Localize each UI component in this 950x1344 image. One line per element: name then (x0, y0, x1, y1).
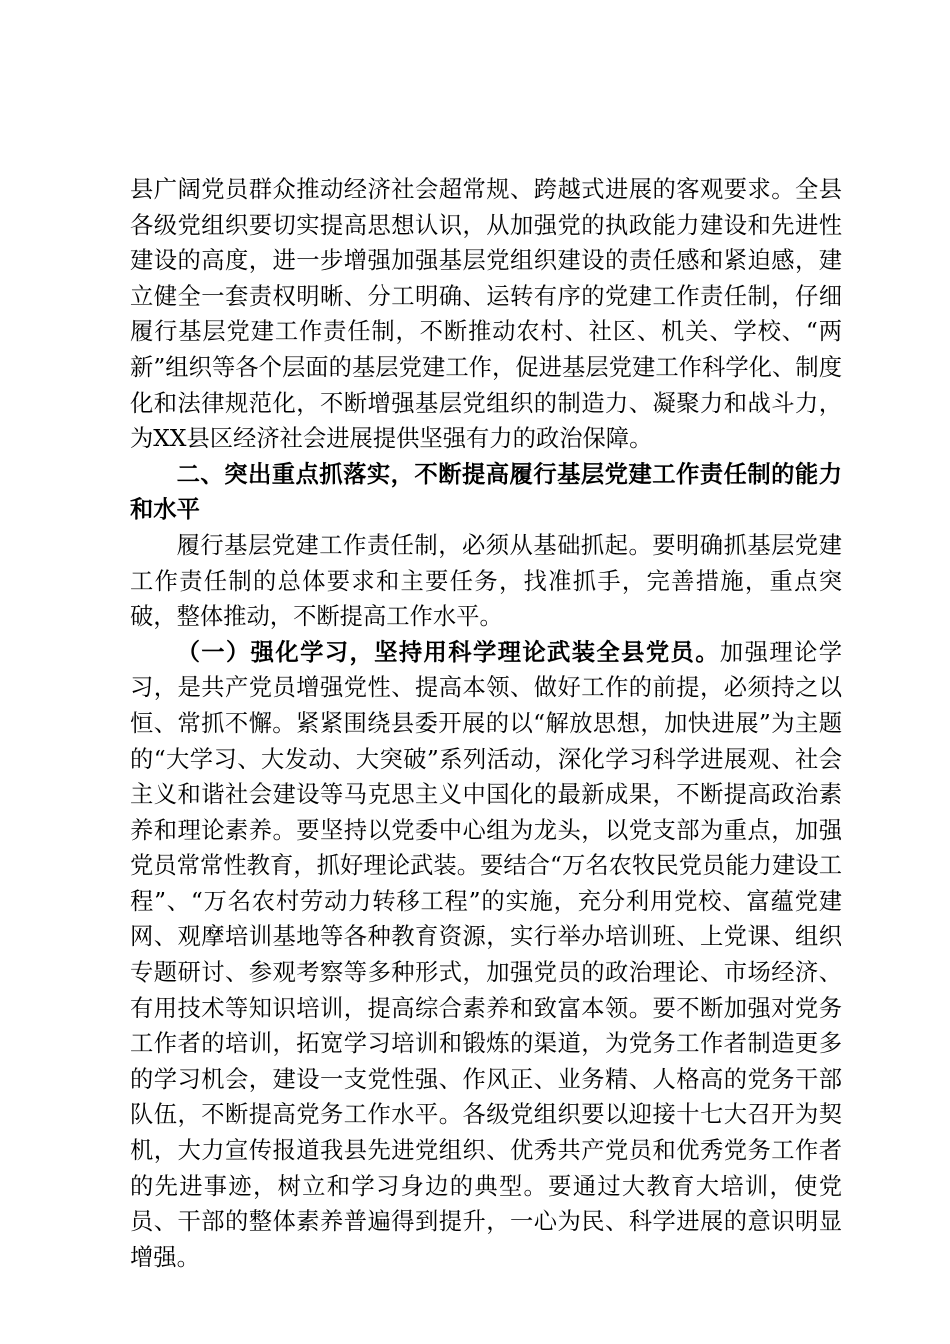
paragraph-subsection (130, 635, 842, 1276)
section-heading: 二、突出重点抓落实，不断提高履行基层党建工作责任制的能力和水平 (130, 460, 842, 524)
subsection-heading: （一）强化学习，坚持用科学理论武装全县党员。 (176, 638, 720, 666)
paragraph-intro: 履行基层党建工作责任制，必须从基础抓起。要明确抓基层党建工作责任制的总体要求和主要任务，找准抓手，完善措施，重点突破，整体推动，不断提高工作水平。 (130, 531, 842, 631)
paragraph-continuation: 县广阔党员群众推动经济社会超常规、跨越式进展的客观要求。全县各级党组织要切实提高思想认识，从加强党的执政能力建设和先进性建设的高度，进一步增强加强基层党组织建设的责任感和紧迫感，建立健全一套责权明晰、分工明确、运转有序的党建工作责任制，仔细履行基层党建工作责任制，不断推动农村、社区、机关、学校、“两新”组织等各个层面的基层党建工作，促进基层党建工作科学化、制度化和法律规范化，不断增强基层党组织的制造力、凝聚力和战斗力，为XX县区经济社会进展提供坚强有力的政治保障。 (130, 176, 842, 453)
subsection-body: 加强理论学习，是共产党员增强党性、提高本领、做好工作的前提，必须持之以恒、常抓不懈。紧紧围绕县委开展的以“解放思想，加快进展”为主题的“大学习、大发动、大突破”系列活动，深化学习科学进展观、社会主义和谐社会建设等马克思主义中国化的最新成果，不断提高政治素养和理论素养。要坚持以党委中心组为龙头，以党支部为重点，加强党员常常性教育，抓好理论武装。要结合“万名农牧民党员能力建设工程”、“万名农村劳动力转移工程”的实施，充分利用党校、富蕴党建网、观摩培训基地等各种教育资源，实行举办培训班、上党课、组织专题研讨、参观考察等多种形式，加强党员的政治理论、市场经济、有用技术等知识培训，提高综合素养和致富本领。要不断加强对党务工作者的培训，拓宽学习培训和锻炼的渠道，为党务工作者制造更多的学习机会，建设一支党性强、作风正、业务精、人格高的党务干部队伍，不断提高党务工作水平。各级党组织要以迎接十七大召开为契机，大力宣传报道我县先进党组织、优秀共产党员和优秀党务工作者的先进事迹，树立和学习身边的典型。要通过大教育大培训，使党员、干部的整体素养普遍得到提升，一心为民、科学进展的意识明显增强。 (130, 638, 843, 1271)
document-page (130, 172, 842, 1275)
